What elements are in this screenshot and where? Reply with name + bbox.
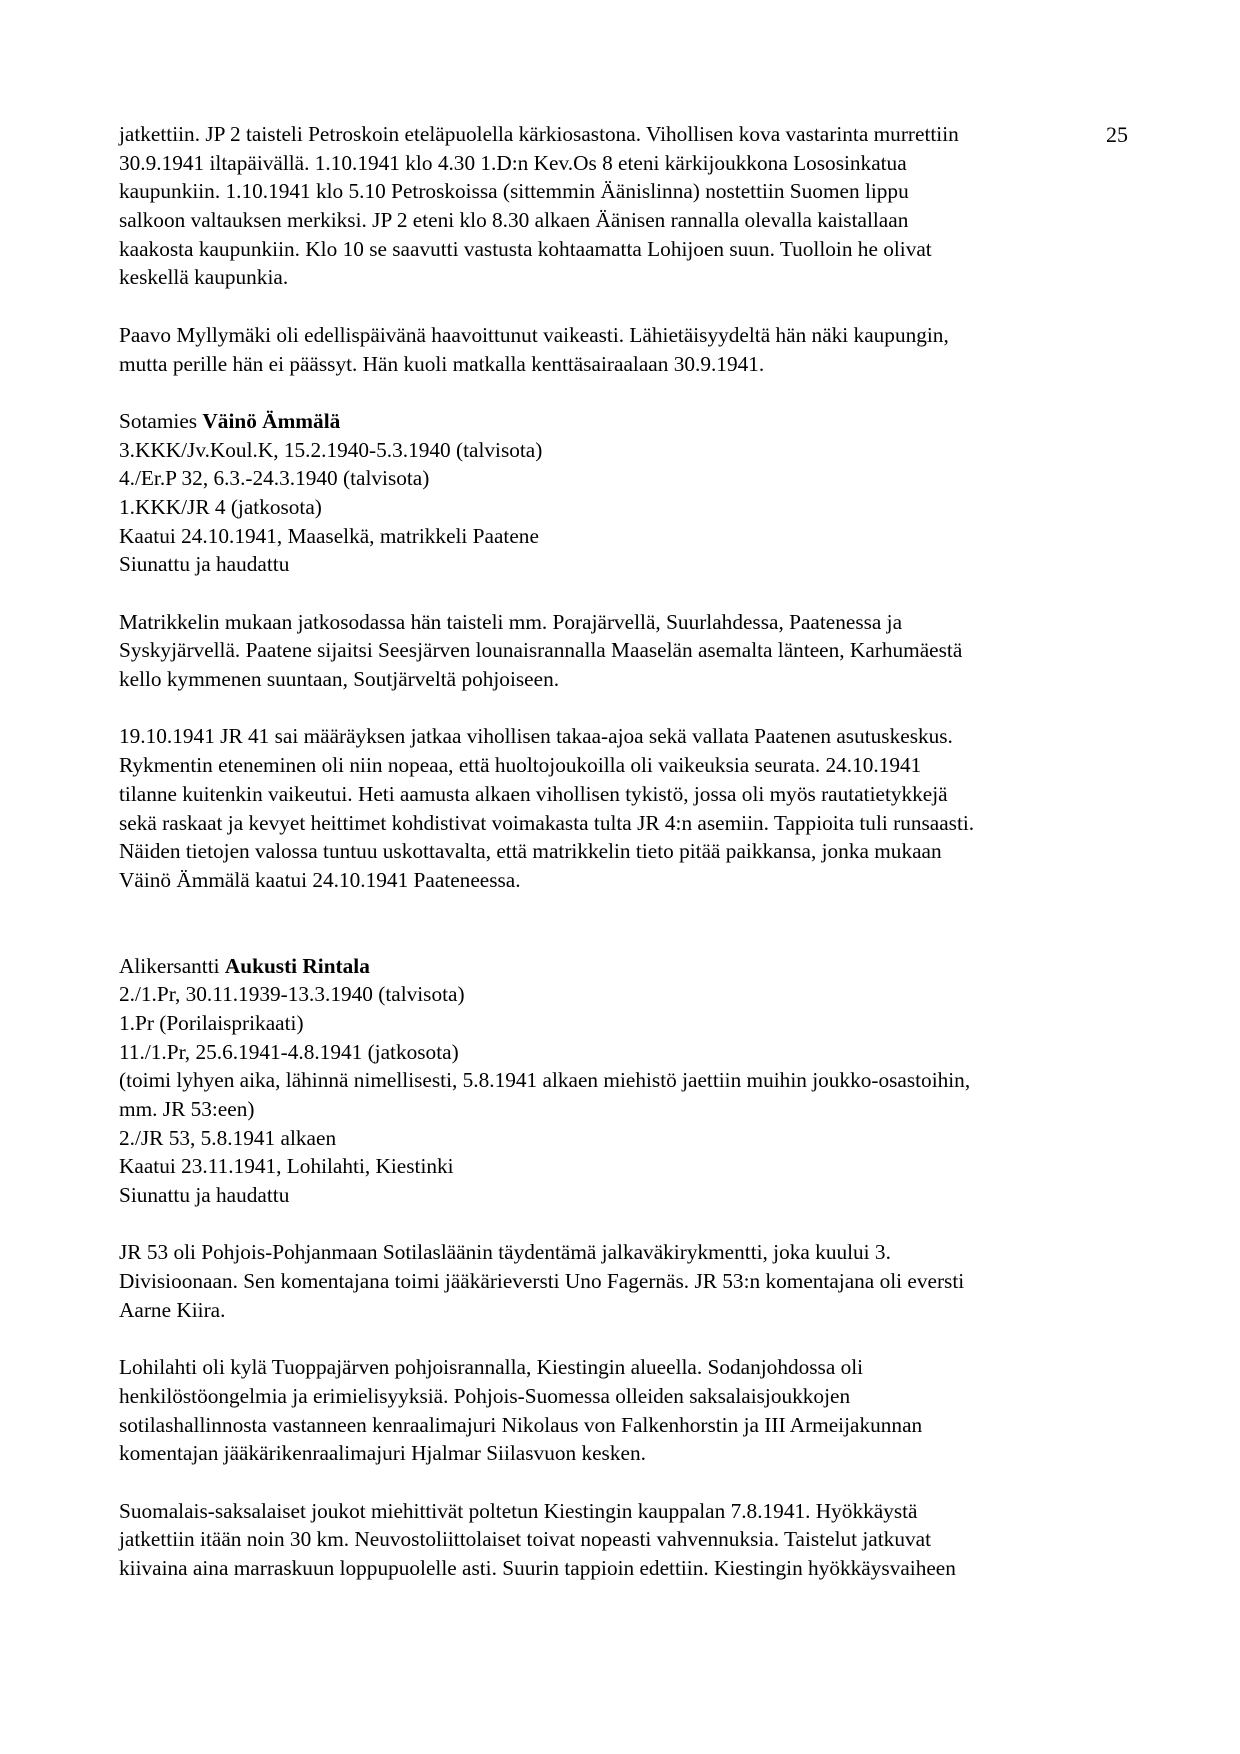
text-line: sotilashallinnosta vastanneen kenraalimajuri Nikolaus von Falkenhorstin ja III Armeijakunnan — [119, 1412, 923, 1437]
soldier-detail: Kaatui 23.11.1941, Lohilahti, Kiestinki — [119, 1154, 454, 1179]
soldier-detail: Kaatui 24.10.1941, Maaselkä, matrikkeli Paatene — [119, 523, 539, 548]
text-line: komentajan jääkärikenraalimajuri Hjalmar Siilasvuon kesken. — [119, 1441, 646, 1466]
text-line: mutta perille hän ei päässyt. Hän kuoli matkalla kenttäsairaalaan 30.9.1941. — [119, 351, 765, 376]
soldier-detail: 1.KKK/JR 4 (jatkosota) — [119, 494, 322, 519]
soldier-detail: Siunattu ja haudattu — [119, 1183, 290, 1208]
text-line: Divisioonaan. Sen komentajana toimi jääkärieversti Uno Fagernäs. JR 53:n komentajana oli eversti — [119, 1269, 965, 1294]
text-line: Näiden tietojen valossa tuntuu uskottavalta, että matrikkelin tieto pitää paikkansa, jonka mukaan — [119, 839, 942, 864]
text-line: Paavo Myllymäki oli edellispäivänä haavoittunut vaikeasti. Lähietäisyydeltä hän näki kaupungin, — [119, 322, 949, 347]
soldier-detail: 3.KKK/Jv.Koul.K, 15.2.1940-5.3.1940 (talvisota) — [119, 437, 543, 462]
text-line: salkoon valtauksen merkiksi. JP 2 eteni klo 8.30 alkaen Äänisen rannalla olevalla kaistallaan — [119, 208, 909, 233]
soldier-detail: 4./Er.P 32, 6.3.-24.3.1940 (talvisota) — [119, 466, 430, 491]
document-page — [119, 120, 1129, 1583]
text-line: kaupunkiin. 1.10.1941 klo 5.10 Petroskoissa (sittemmin Äänislinna) nostettiin Suomen lippu — [119, 179, 909, 204]
text-line: Väinö Ämmälä kaatui 24.10.1941 Paateneessa. — [119, 867, 521, 892]
soldier-detail: Siunattu ja haudattu — [119, 552, 290, 577]
paragraph-7 — [119, 1497, 1129, 1583]
soldier-detail: (toimi lyhyen aika, lähinnä nimellisesti, 5.8.1941 alkaen miehistö jaettiin muihin joukko-osastoihin, — [119, 1068, 971, 1093]
text-line: jatkettiin. JP 2 taisteli Petroskoin eteläpuolella kärkiosastona. Vihollisen kova vastarinta murrettiin — [119, 122, 959, 146]
soldier-rank: Sotamies — [119, 408, 203, 433]
paragraph-5 — [119, 1238, 1129, 1324]
text-line: Lohilahti oli kylä Tuoppajärven pohjoisrannalla, Kiestingin alueella. Sodanjohdossa oli — [119, 1355, 864, 1380]
soldier-name: Väinö Ämmälä — [202, 408, 341, 433]
soldier-detail: mm. JR 53:een) — [119, 1097, 255, 1121]
text-line: henkilöstöongelmia ja erimielisyyksiä. Pohjois-Suomessa olleiden saksalaisjoukkojen — [119, 1383, 851, 1408]
text-line: 30.9.1941 iltapäivällä. 1.10.1941 klo 4.30 1.D:n Kev.Os 8 eteni kärkijoukkona Lososinkatua — [119, 150, 907, 175]
text-line: tilanne kuitenkin vaikeutui. Heti aamusta alkaen vihollisen tykistö, jossa oli myös rautatietykkejä — [119, 781, 948, 806]
text-line: kello kymmenen suuntaan, Soutjärveltä pohjoiseen. — [119, 667, 560, 692]
text-line: sekä raskaat ja kevyet heittimet kohdistivat voimakasta tulta JR 4:n asemiin. Tappioita tuli runsaasti. — [119, 810, 975, 835]
soldier-detail: 2./1.Pr, 30.11.1939-13.3.1940 (talvisota) — [119, 982, 465, 1007]
soldier-heading — [119, 952, 1129, 981]
soldier-entry-2 — [119, 952, 1129, 1210]
soldier-heading — [119, 407, 1129, 436]
text-line: Suomalais-saksalaiset joukot miehittivät poltetun Kiestingin kauppalan 7.8.1941. Hyökkäystä — [119, 1498, 918, 1523]
soldier-rank: Alikersantti — [119, 953, 225, 978]
text-line: kiivaina aina marraskuun loppupuolelle asti. Suurin tappioin edettiin. Kiestingin hyökkäysvaiheen — [119, 1556, 956, 1580]
soldier-detail: 2./JR 53, 5.8.1941 alkaen — [119, 1125, 337, 1150]
text-line: keskellä kaupunkia. — [119, 265, 289, 290]
text-line: JR 53 oli Pohjois-Pohjanmaan Sotilasläänin täydentämä jalkaväkirykmentti, joka kuului 3. — [119, 1240, 891, 1265]
text-line: Rykmentin eteneminen oli niin nopeaa, että huoltojoukoilla oli vaikeuksia seurata. 24.10.1941 — [119, 753, 922, 778]
soldier-detail: 1.Pr (Porilaisprikaati) — [119, 1010, 304, 1035]
text-line: 19.10.1941 JR 41 sai määräyksen jatkaa vihollisen takaa-ajoa sekä vallata Paatenen asutuskeskus. — [119, 724, 953, 749]
soldier-entry-1 — [119, 407, 1129, 579]
text-line: Aarne Kiira. — [119, 1297, 226, 1322]
text-line: Matrikkelin mukaan jatkosodassa hän taisteli mm. Porajärvellä, Suurlahdessa, Paatenessa ja — [119, 609, 903, 634]
text-line: kaakosta kaupunkiin. Klo 10 se saavutti vastusta kohtaamatta Lohijoen suun. Tuolloin he olivat — [119, 236, 932, 261]
paragraph-4 — [119, 722, 1129, 894]
paragraph-6 — [119, 1353, 1129, 1468]
text-line: Syskyjärvellä. Paatene sijaitsi Seesjärven lounaisrannalla Maaselän asemalta länteen, Karhumäestä — [119, 638, 963, 663]
paragraph-2 — [119, 321, 1129, 378]
paragraph-1 — [119, 120, 1129, 292]
paragraph-3 — [119, 608, 1129, 694]
soldier-detail: 11./1.Pr, 25.6.1941-4.8.1941 (jatkosota) — [119, 1039, 459, 1064]
soldier-name: Aukusti Rintala — [224, 953, 370, 978]
page-number: 25 — [1106, 122, 1128, 147]
text-line: jatkettiin itään noin 30 km. Neuvostoliittolaiset toivat nopeasti vahvennuksia. Taistelut jatkuvat — [119, 1527, 931, 1552]
